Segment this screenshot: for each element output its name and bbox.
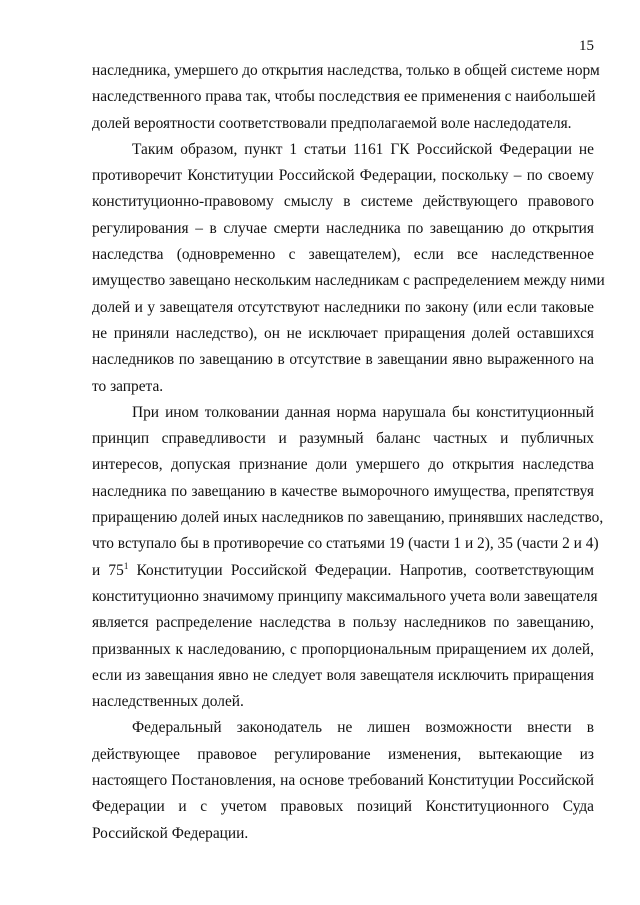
- text-line: если из завещания явно не следует воля завещателя исключить приращения: [92, 666, 594, 684]
- text-line: Российской Федерации.: [92, 824, 249, 842]
- text-fragment: Конституции Российской Федерации. Напротив, соответствующим: [128, 561, 594, 579]
- text-line: наследственных долей.: [92, 693, 244, 711]
- text-line-with-superscript: [92, 558, 594, 584]
- page-number: 15: [579, 38, 594, 54]
- text-line: наследства (одновременно с завещателем), если все наследственное: [92, 246, 594, 264]
- text-line: принцип справедливости и разумный баланс частных и публичных: [92, 430, 594, 448]
- text-line: долей и у завещателя отсутствуют наследники по закону (или если таковые: [92, 298, 594, 316]
- paragraph-2: [92, 137, 605, 400]
- text-line: противоречит Конституции Российской Федерации, поскольку – по своему: [92, 167, 594, 185]
- body-text: [92, 58, 605, 847]
- text-line: действующее правовое регулирование изменения, вытекающие из: [92, 745, 594, 763]
- text-line: настоящего Постановления, на основе требований Конституции Российской: [92, 772, 594, 790]
- text-line: Федерации и с учетом правовых позиций Конституционного Суда: [92, 798, 594, 816]
- text-fragment: и 75: [92, 561, 124, 579]
- text-line: Таким образом, пункт 1 статьи 1161 ГК Российской Федерации не: [132, 140, 594, 158]
- text-line: Федеральный законодатель не лишен возможности внести в: [132, 719, 594, 737]
- text-line: конституционно значимому принципу максимального учета воли завещателя: [92, 587, 598, 605]
- text-line: наследника, умершего до открытия наследства, только в общей системе норм: [92, 62, 600, 79]
- text-line: что вступало бы в противоречие со статьями 19 (части 1 и 2), 35 (части 2 и 4): [92, 535, 599, 553]
- text-line: имущество завещано нескольким наследникам с распределением между ними: [92, 272, 605, 290]
- text-line: регулирования – в случае смерти наследника по завещанию до открытия: [92, 219, 594, 237]
- text-line: конституционно-правовому смыслу в системе действующего правового: [92, 193, 594, 211]
- superscript: 1: [123, 560, 129, 571]
- text-line: не приняли наследство), он не исключает приращения долей оставшихся: [92, 324, 594, 342]
- paragraph-3: [92, 400, 604, 716]
- text-line: является распределение наследства в пользу наследников по завещанию,: [92, 614, 594, 632]
- text-line: долей вероятности соответствовали предполагаемой воле наследодателя.: [92, 114, 572, 132]
- text-line: приращению долей иных наследников по завещанию, принявших наследство,: [92, 509, 604, 527]
- text-line: наследника по завещанию в качестве выморочного имущества, препятствуя: [92, 482, 594, 500]
- text-line: наследников по завещанию в отсутствие в завещании явно выраженного на: [92, 351, 594, 369]
- paragraph-1: [92, 58, 600, 137]
- text-line: интересов, допуская признание доли умершего до открытия наследства: [92, 456, 594, 474]
- text-line: наследственного права так, чтобы последствия ее применения с наибольшей: [92, 88, 596, 106]
- text-line: При ином толковании данная норма нарушала бы конституционный: [132, 403, 594, 421]
- text-line: то запрета.: [92, 377, 164, 395]
- text-line: призванных к наследованию, с пропорциональным приращением их долей,: [92, 640, 594, 658]
- paragraph-4: [92, 715, 594, 846]
